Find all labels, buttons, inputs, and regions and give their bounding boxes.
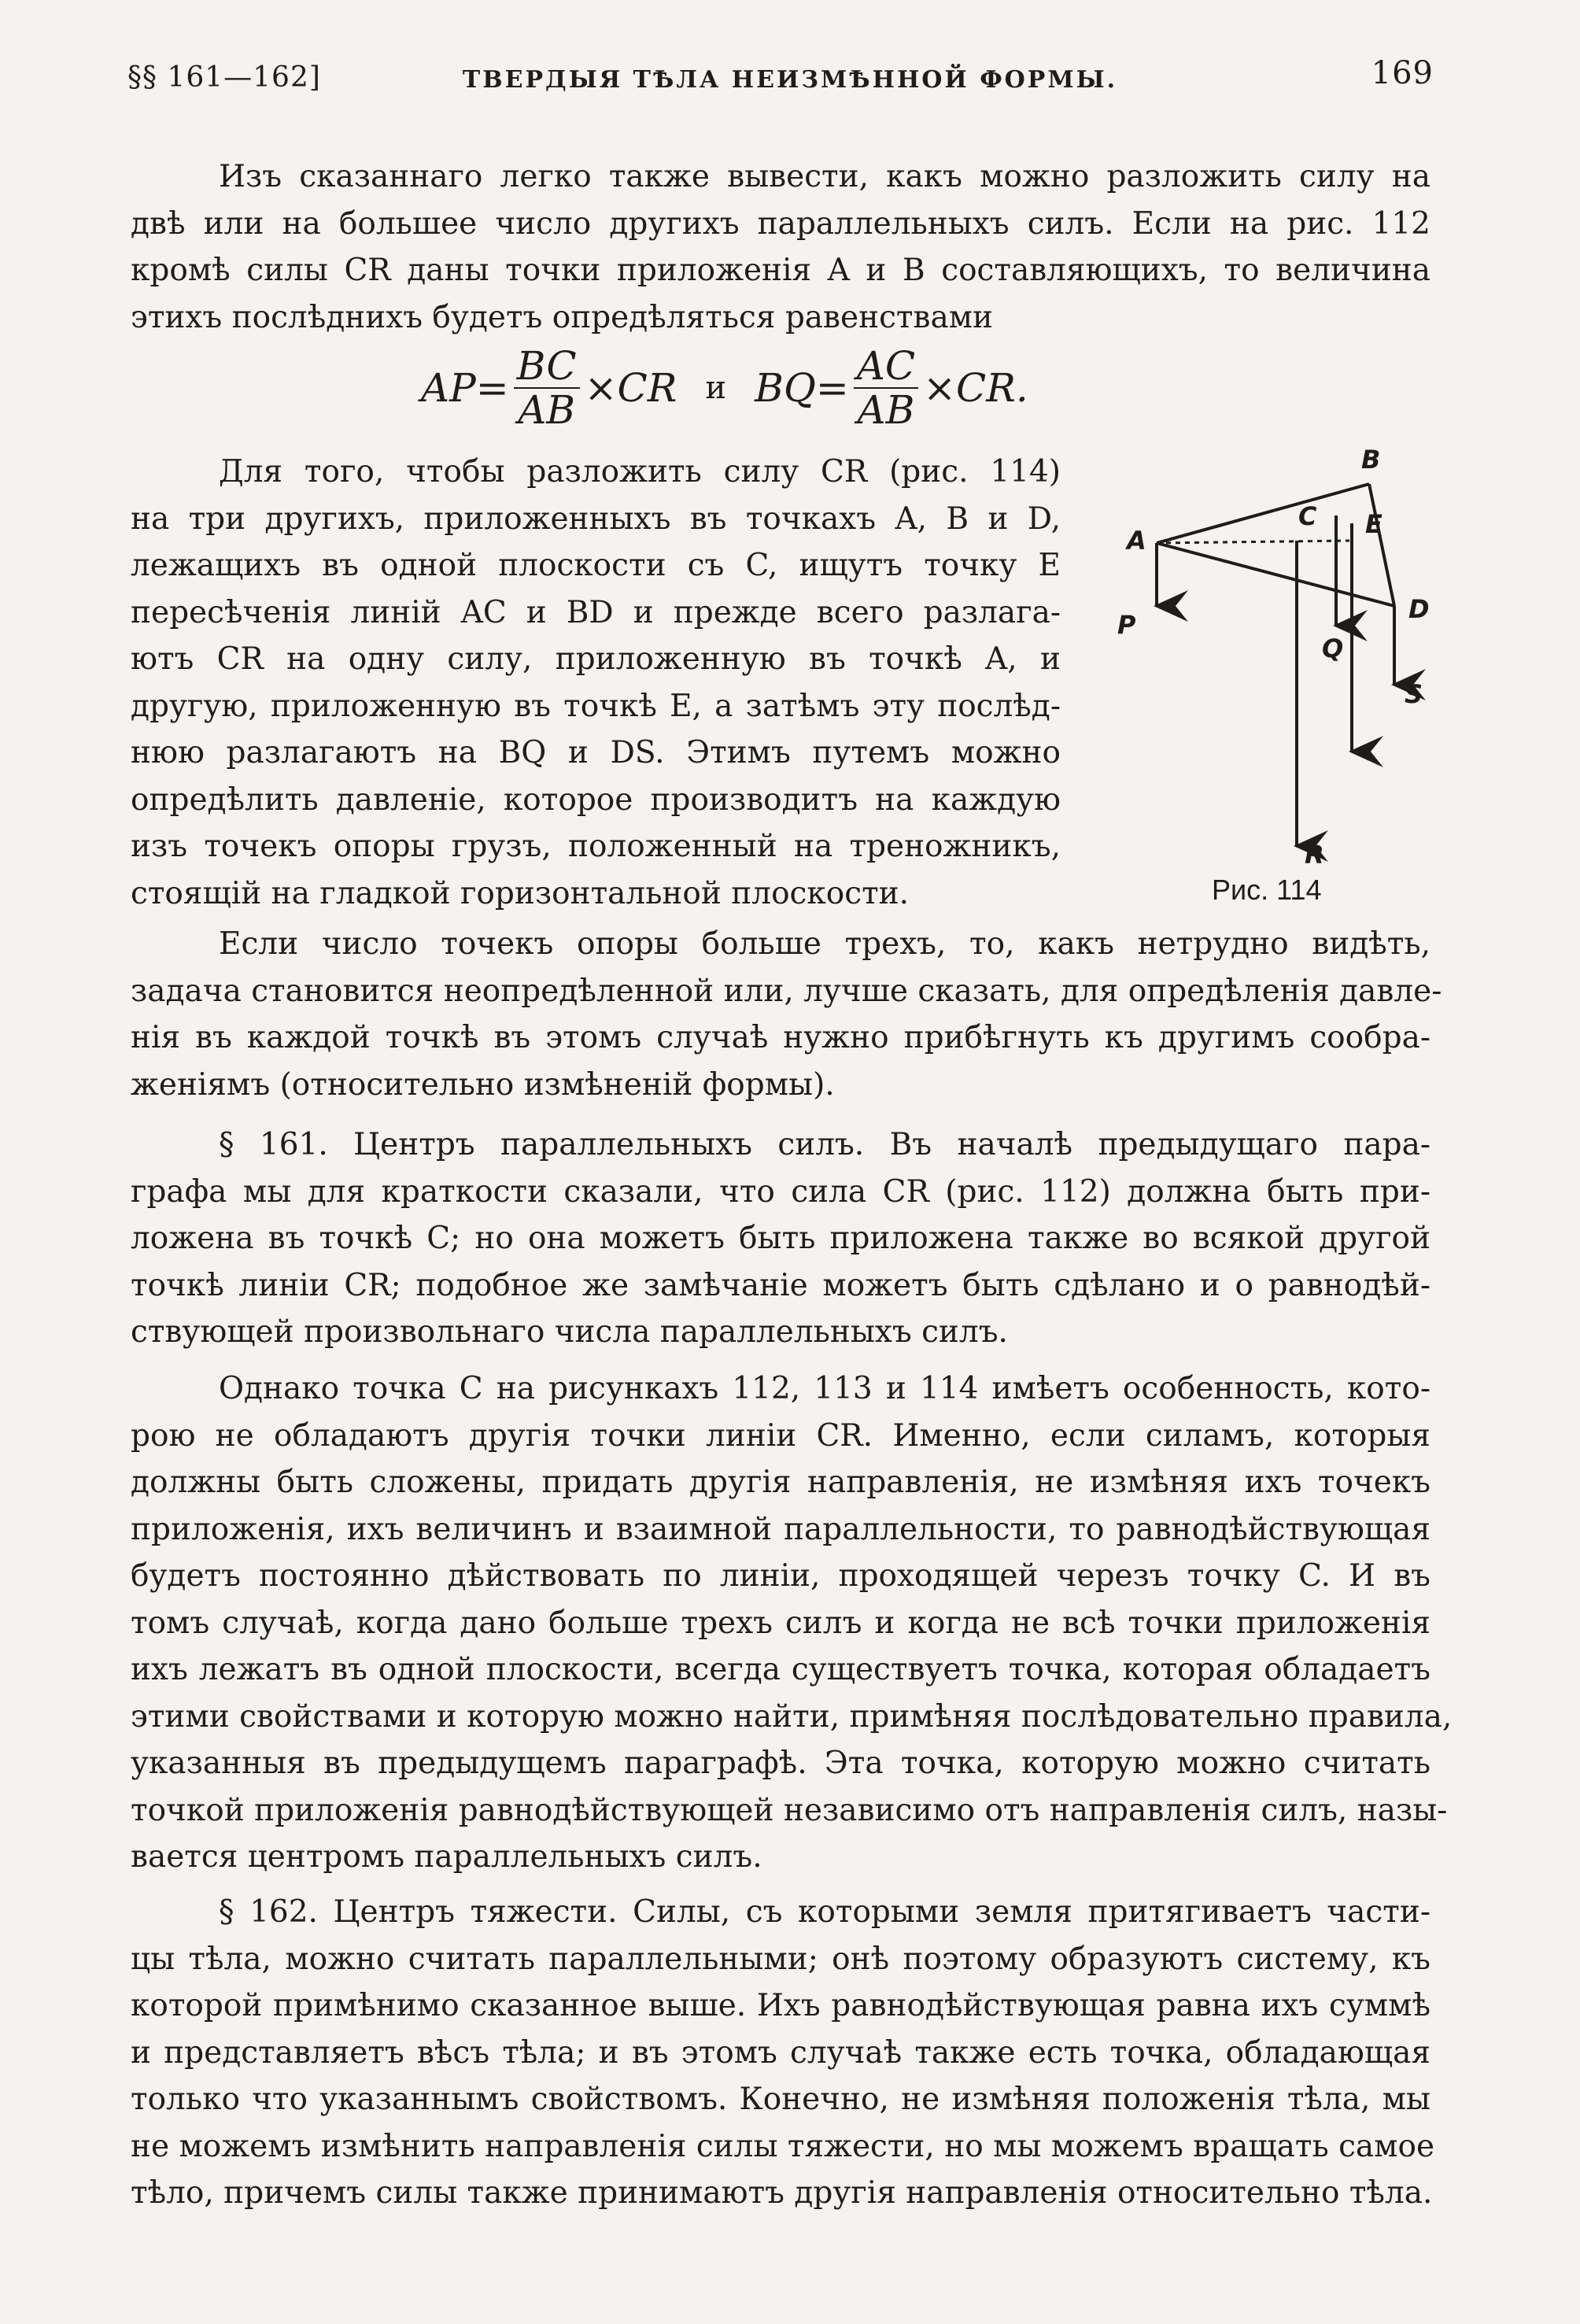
text-line: будетъ постоянно дѣйствовать по линіи, проходящей черезъ точку C. И въ bbox=[131, 1558, 1430, 1594]
text-line: стоящій на гладкой горизонтальной плоскости. bbox=[131, 875, 910, 911]
page-number: 169 bbox=[1371, 55, 1434, 91]
text-line: ютъ CR на одну силу, приложенную въ точкѣ A, и bbox=[131, 641, 1061, 677]
text-line: § 162. Центръ тяжести. Силы, съ которыми земля притягиваетъ части- bbox=[219, 1894, 1430, 1930]
label-C: C bbox=[1298, 501, 1317, 531]
fraction-denominator: AB bbox=[518, 387, 576, 433]
text-line: которой примѣнимо сказанное выше. Ихъ равнодѣйствующая равна ихъ суммѣ bbox=[131, 1988, 1430, 2023]
paragraph-more-supports bbox=[131, 921, 1442, 1108]
text-line: графа мы для краткости сказали, что сила CR (рис. 112) должна быть при- bbox=[131, 1173, 1430, 1210]
text-line: на три другихъ, приложенныхъ въ точкахъ A, B и D, bbox=[131, 501, 1061, 537]
paragraph-decomposition-intro bbox=[131, 153, 1430, 341]
fraction-numerator: AC bbox=[854, 346, 918, 389]
text-line: двѣ или на большее число другихъ параллельныхъ силъ. Если на рис. 112 bbox=[131, 205, 1430, 242]
text-line: нюю разлагаютъ на BQ и DS. Этимъ путемъ можно bbox=[131, 735, 1061, 770]
text-line: § 161. Центръ параллельныхъ силъ. Въ началѣ предыдущаго пара- bbox=[219, 1127, 1430, 1162]
fraction-1 bbox=[514, 343, 580, 433]
section-162-paragraph bbox=[131, 1889, 1435, 2217]
text-line: Изъ сказаннаго легко также вывести, какъ можно разложить силу на bbox=[219, 159, 1430, 194]
section-161-paragraph bbox=[131, 1121, 1430, 1356]
text-line: вается центромъ параллельныхъ силъ. bbox=[131, 1839, 762, 1875]
label-Q: Q bbox=[1322, 634, 1344, 663]
figure-caption: Рис. 114 bbox=[1212, 874, 1322, 906]
fraction-numerator: BC bbox=[514, 346, 580, 389]
text-line: этихъ послѣднихъ будетъ опредѣляться равенствами bbox=[131, 299, 994, 335]
text-line: указанныя въ предыдущемъ параграфѣ. Эта точка, которую можно считать bbox=[131, 1746, 1430, 1781]
label-S: S bbox=[1405, 679, 1423, 709]
text-line: задача становится неопредѣленной или, лучше сказать, для опредѣленія давле- bbox=[131, 973, 1442, 1009]
running-title: ТВЕРДЫЯ ТѢЛА НЕИЗМѢННОЙ ФОРМЫ. bbox=[462, 66, 1118, 94]
text-line: только что указаннымъ свойствомъ. Конечно, не измѣняя положенія тѣла, мы bbox=[131, 2082, 1430, 2117]
text-line: Для того, чтобы разложить силу CR (рис. 114) bbox=[219, 454, 1061, 490]
text-line: пересѣченія линій AC и BD и прежде всего разлага- bbox=[131, 594, 1061, 630]
text-line: ствующей произвольнаго числа параллельныхъ силъ. bbox=[131, 1314, 1008, 1350]
paragraph-point-c bbox=[131, 1365, 1453, 1881]
text-line: ложена въ точкѣ C; но она можетъ быть приложена также во всякой другой bbox=[131, 1221, 1430, 1256]
text-line: рою не обладаютъ другія точки линіи CR. Именно, если силамъ, которыя bbox=[131, 1417, 1430, 1454]
edge-AC-dashed bbox=[1157, 541, 1349, 543]
text-line: точкѣ линіи CR; подобное же замѣчаніе можетъ быть сдѣлано и о равнодѣй- bbox=[131, 1267, 1430, 1303]
figure-114-diagram bbox=[1102, 437, 1432, 909]
text-line: цы тѣла, можно считать параллельными; онѣ поэтому образуютъ систему, къ bbox=[131, 1941, 1430, 1977]
label-D: D bbox=[1408, 594, 1430, 624]
label-B: B bbox=[1361, 445, 1381, 475]
text-line: не можемъ измѣнить направленія силы тяжести, но мы можемъ вращать самое bbox=[131, 2128, 1435, 2164]
text-line: приложенія, ихъ величинъ и взаимной параллельности, то равнодѣйствующая bbox=[131, 1511, 1430, 1547]
paragraph-three-forces bbox=[131, 449, 1061, 917]
text-line: Если число точекъ опоры больше трехъ, то, какъ нетрудно видѣть, bbox=[219, 926, 1430, 962]
label-A: A bbox=[1127, 526, 1146, 556]
text-line: точкой приложенія равнодѣйствующей независимо отъ направленія силъ, назы- bbox=[131, 1792, 1448, 1828]
formula-tail-2: ×CR. bbox=[923, 365, 1028, 411]
text-line: ихъ лежатъ въ одной плоскости, всегда существуетъ точка, которая обладаетъ bbox=[131, 1652, 1430, 1687]
formula-lhs-1: AP= bbox=[421, 365, 509, 411]
section-range-header: §§ 161—162] bbox=[127, 61, 321, 94]
text-line: изъ точекъ опоры грузъ, положенный на треножникъ, bbox=[131, 829, 1061, 864]
text-line: опредѣлить давленіе, которое производитъ на каждую bbox=[131, 781, 1061, 818]
label-R: R bbox=[1305, 840, 1324, 870]
label-E: E bbox=[1365, 509, 1382, 539]
formula-tail-1: ×CR bbox=[584, 365, 677, 411]
edge-BD bbox=[1369, 484, 1394, 606]
formula-lhs-2: BQ= bbox=[755, 365, 849, 411]
fraction-denominator: AB bbox=[857, 387, 915, 433]
label-P: P bbox=[1117, 610, 1136, 640]
fraction-2 bbox=[854, 343, 918, 433]
edge-AD bbox=[1157, 543, 1394, 606]
text-line: лежащихъ въ одной плоскости съ C, ищутъ точку E bbox=[131, 548, 1061, 583]
text-line: томъ случаѣ, когда дано больше трехъ силъ и когда не всѣ точки приложенія bbox=[131, 1605, 1430, 1641]
text-line: должны быть сложены, придать другія направленія, не измѣняя ихъ точекъ bbox=[131, 1465, 1430, 1500]
text-line: женіямъ (относительно измѣненій формы). bbox=[131, 1066, 835, 1103]
formula-conjunction: и bbox=[705, 370, 727, 406]
text-line: Однако точка C на рисункахъ 112, 113 и 114 имѣетъ особенность, кото- bbox=[219, 1371, 1430, 1406]
equation bbox=[421, 343, 1028, 433]
text-line: нія въ каждой точкѣ въ этомъ случаѣ нужно прибѣгнуть къ другимъ сообра- bbox=[131, 1020, 1430, 1055]
text-line: другую, приложенную въ точкѣ E, а затѣмъ эту послѣд- bbox=[131, 688, 1061, 724]
text-line: тѣло, причемъ силы также принимаютъ другія направленія относительно тѣла. bbox=[131, 2175, 1433, 2211]
text-line: кромѣ силы CR даны точки приложенія A и B составляющихъ, то величина bbox=[131, 253, 1430, 288]
text-line: этими свойствами и которую можно найти, примѣняя послѣдовательно правила, bbox=[131, 1698, 1453, 1735]
text-line: и представляетъ вѣсъ тѣла; и въ этомъ случаѣ также есть точка, обладающая bbox=[131, 2034, 1430, 2071]
